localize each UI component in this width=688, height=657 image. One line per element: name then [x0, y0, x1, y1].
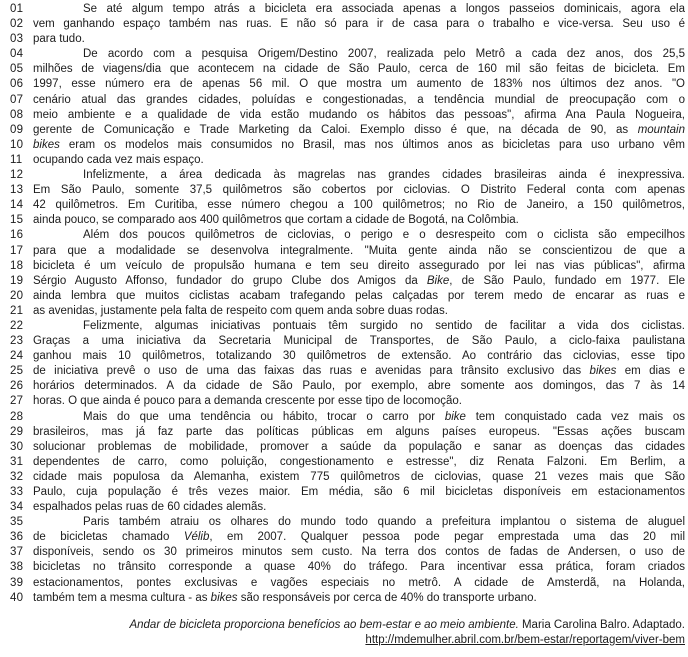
text-line [0, 123, 688, 138]
text-line [0, 213, 688, 228]
text-line [0, 425, 688, 440]
line-number: 14 [10, 199, 24, 212]
line-number: 39 [10, 576, 24, 589]
text-segment: milhões de viagens/dia que acontecem na cidade de São Paulo, cerca de 160 mil são feitas de bicicleta. Em [33, 63, 685, 76]
text-segment: , em 2007. Qualquer pessoa pode pegar emprestada uma das 20 mil [209, 531, 685, 544]
text-segment: ainda pouco, se comparado aos 400 quilômetros que cortam a cidade de Bogotá, na Colômbia. [33, 214, 519, 227]
line-text [33, 289, 685, 304]
text-line [0, 108, 688, 123]
line-number: 06 [10, 78, 24, 91]
text-segment: De acordo com a pesquisa Origem/Destino 2007, realizada pelo Metrô a cada dez anos, dos 25,5 [83, 48, 685, 61]
line-number: 08 [10, 108, 24, 121]
line-text [33, 500, 685, 515]
line-text [33, 425, 685, 440]
line-text [33, 32, 685, 47]
line-text [33, 47, 685, 62]
line-text [33, 198, 685, 213]
text-segment: Paris também atraiu os olhares do mundo todo quando a prefeitura implantou o sistema de aluguel [83, 516, 685, 529]
line-text [33, 560, 685, 575]
line-number: 13 [10, 184, 24, 197]
text-segment: Graças a uma iniciativa da Secretaria Municipal de Transportes, de São Paulo, a ciclo-faixa paulistana [33, 335, 685, 348]
text-line [0, 591, 688, 606]
text-line [0, 560, 688, 575]
text-line [0, 515, 688, 530]
text-segment: espalhados pelas ruas de 60 cidades alemãs. [33, 501, 267, 514]
text-segment: disponíveis, sendo os 30 primeiros minutos sem custo. Na terra dos contos de fadas de Andersen, o uso de [33, 546, 685, 559]
text-line [0, 93, 688, 108]
line-text [33, 138, 685, 153]
line-text [33, 183, 685, 198]
line-number: 19 [10, 274, 24, 287]
line-text [33, 304, 685, 319]
line-number: 09 [10, 123, 24, 136]
line-number: 07 [10, 93, 24, 106]
text-line [0, 32, 688, 47]
line-text [33, 440, 685, 455]
italic-text-segment: bikes [210, 591, 238, 604]
line-number: 25 [10, 365, 24, 378]
text-segment: solucionar problemas de mobilidade, promover a saúde da população e sanar as doenças das cidades [33, 440, 685, 453]
line-number: 34 [10, 501, 24, 514]
italic-text-segment: bikes [589, 365, 617, 378]
text-segment: de bicicletas chamado [33, 531, 184, 544]
line-text [33, 394, 685, 409]
line-text [33, 213, 685, 228]
line-number: 17 [10, 244, 24, 257]
text-line [0, 62, 688, 77]
text-line [0, 319, 688, 334]
line-number: 40 [10, 591, 24, 604]
source-citation [0, 618, 685, 633]
text-line [0, 410, 688, 425]
line-number: 22 [10, 319, 24, 332]
line-text [33, 123, 685, 138]
text-line [0, 364, 688, 379]
italic-text-segment: Bike [426, 274, 450, 287]
line-number: 01 [10, 3, 24, 15]
text-segment: 42 quilômetros. Em Curitiba, esse número chegou a 100 quilômetros; no Rio de Janeiro, a 150 quilômetros, [33, 199, 685, 212]
line-text [33, 228, 685, 243]
text-line [0, 304, 688, 319]
document-footer [0, 618, 685, 648]
text-segment: horas. O que ainda é pouco para a demanda crescente por esse tipo de locomoção. [33, 395, 462, 408]
text-segment: Paulo, cuja população é três vezes maior. Em média, são 6 mil bicicletas disponíveis em estacionamentos [33, 486, 685, 498]
text-line [0, 244, 688, 259]
text-segment: , de São Paulo, fundado em 1977. Ele [449, 274, 685, 287]
text-line [0, 455, 688, 470]
text-line [0, 153, 688, 168]
line-text [33, 108, 685, 123]
text-segment: de iniciativa prevê o uso de uma das faixas das ruas e avenidas para trânsito exclusivo das [33, 365, 590, 378]
text-line [0, 183, 688, 198]
italic-text-segment: Vélib [183, 531, 210, 544]
line-text [33, 591, 685, 606]
line-number: 05 [10, 63, 24, 76]
line-number: 20 [10, 289, 24, 302]
text-line [0, 470, 688, 485]
text-line [0, 274, 688, 289]
line-number: 21 [10, 304, 24, 317]
line-number: 27 [10, 395, 24, 408]
text-segment: bicicleta é um veículo de propulsão humana e tem seu direito assegurado por lei nas vias públicas", afirma [33, 259, 685, 272]
line-text [33, 515, 685, 530]
line-number: 10 [10, 138, 24, 151]
text-segment: em dias e [616, 365, 685, 378]
line-text [33, 17, 685, 32]
line-number: 28 [10, 410, 24, 423]
text-segment: Além dos poucos quilômetros de ciclovias, o perigo e o desrespeito com o ciclista são empecilhos [83, 229, 685, 242]
source-link[interactable]: http://mdemulher.abril.com.br/bem-estar/reportagem/viver-bem [365, 633, 685, 646]
text-segment: para tudo. [33, 33, 85, 46]
italic-text-segment: bikes [33, 138, 60, 151]
line-number: 37 [10, 546, 24, 559]
text-line [0, 198, 688, 213]
text-segment: Se até algum tempo atrás a bicicleta era associada apenas a longos passeios dominicais, agora ela [83, 3, 685, 15]
text-lines-container [0, 2, 688, 606]
text-segment: ainda lembra que muitos ciclistas acabam trafegando pelas calçadas por terem medo de encarar as ruas e [33, 289, 685, 302]
text-segment: tem conquistado cada vez mais os [465, 410, 685, 423]
source-link-row [0, 633, 685, 648]
line-number: 26 [10, 380, 24, 393]
text-segment: vem ganhando espaço também nas ruas. E não só para ir de casa para o trabalho e vice-versa. Seu uso é [33, 18, 685, 31]
text-line [0, 289, 688, 304]
italic-text-segment: mountain [637, 123, 685, 136]
text-line [0, 168, 688, 183]
text-segment: Em São Paulo, somente 37,5 quilômetros são cobertos por ciclovias. O Distrito Federal conta com apenas [33, 184, 685, 197]
text-line [0, 545, 688, 560]
text-segment: bicicletas no trânsito corresponde a quase 40% do tráfego. Para incentivar essa prática, foram criados [33, 561, 685, 574]
line-text [33, 379, 685, 394]
text-segment: são responsáveis por cerca de 40% do transporte urbano. [237, 591, 537, 604]
text-segment: dependentes de carro, como poluição, congestionamento e estresse", diz Renata Falzoni. Em Berlim, a [33, 455, 685, 468]
text-line [0, 500, 688, 515]
text-segment: cenário atual das grandes cidades, poluídas e congestionadas, a tendência mundial de preocupação com o [33, 93, 685, 106]
line-text [33, 2, 685, 17]
line-text [33, 319, 685, 334]
text-segment: brasileiros, mas já faz parte das políticas públicas em alguns países europeus. "Essas ações buscam [33, 425, 685, 438]
line-number: 15 [10, 214, 24, 227]
text-line [0, 440, 688, 455]
source-citation-author: Maria Carolina Balro. Adaptado. [518, 618, 685, 631]
line-number: 32 [10, 470, 24, 483]
line-number: 33 [10, 486, 24, 498]
line-text [33, 470, 685, 485]
line-number: 24 [10, 350, 24, 363]
line-text [33, 93, 685, 108]
text-segment: meio ambiente e a qualidade de vida estão mudando os hábitos das pessoas", afirma Ana Paula Nogueira, [33, 108, 685, 121]
text-line [0, 77, 688, 92]
line-number: 36 [10, 531, 24, 544]
text-line [0, 576, 688, 591]
line-number: 04 [10, 48, 24, 61]
text-line [0, 379, 688, 394]
line-text [33, 334, 685, 349]
text-segment: também tem a mesma cultura - as [33, 591, 211, 604]
text-segment: horários determinados. A da cidade de São Paulo, por exemplo, abre somente aos domingos, das 7 às 14 [33, 380, 685, 393]
text-line [0, 228, 688, 243]
text-line [0, 17, 688, 32]
line-number: 03 [10, 33, 24, 46]
line-text [33, 274, 685, 289]
text-segment: ganhou mais 10 quilômetros, totalizando 30 quilômetros de extensão. Ao contrário das ciclovias, esse tipo [33, 350, 685, 363]
line-text [33, 153, 685, 168]
line-number: 11 [10, 153, 23, 166]
line-number: 16 [10, 229, 24, 242]
italic-text-segment: bike [444, 410, 466, 423]
line-text [33, 62, 685, 77]
text-segment: Sérgio Augusto Affonso, fundador do grupo Clube dos Amigos da [33, 274, 427, 287]
source-citation-title: Andar de bicicleta proporciona benefícios ao bem-estar e ao meio ambiente. [129, 618, 519, 631]
line-text [33, 485, 685, 500]
line-text [33, 364, 685, 379]
text-segment: Mais do que uma tendência ou hábito, trocar o carro por [83, 410, 445, 423]
line-number: 29 [10, 425, 24, 438]
line-number: 35 [10, 516, 24, 529]
text-line [0, 394, 688, 409]
text-segment: as avenidas, justamente pela falta de respeito com quem anda sobre duas rodas. [33, 304, 448, 317]
text-line [0, 47, 688, 62]
text-segment: cidade mais populosa da Alemanha, existem 775 quilômetros de ciclovias, quase 21 vezes mais que São [33, 470, 685, 483]
text-segment: 1997, esse número era de apenas 56 mil. O que mostra um aumento de 183% nos últimos dez anos. "O [33, 78, 685, 91]
line-number: 18 [10, 259, 24, 272]
text-line [0, 334, 688, 349]
line-text [33, 349, 685, 364]
line-text [33, 77, 685, 92]
line-text [33, 545, 685, 560]
text-segment: gerente de Comunicação e Trade Marketing da Caloi. Exemplo disso é que, na década de 90, as [33, 123, 638, 136]
text-segment: ocupando cada vez mais espaço. [33, 153, 204, 166]
line-text [33, 576, 685, 591]
text-segment: para que a modalidade se desenvolva integralmente. "Muita gente ainda não se conscientizou de que a [33, 244, 685, 257]
text-line [0, 349, 688, 364]
line-text [33, 455, 685, 470]
text-line [0, 259, 688, 274]
line-number: 23 [10, 335, 24, 348]
text-segment: Infelizmente, a área dedicada às magrelas nas grandes cidades brasileiras ainda é inexpressiva. [83, 169, 685, 182]
line-text [33, 244, 685, 259]
text-line [0, 485, 688, 500]
line-text [33, 410, 685, 425]
text-line [0, 138, 688, 153]
text-segment: estacionamentos, pontes exclusivas e vagões especiais no metrô. A cidade de Amsterdã, na Holanda, [33, 576, 685, 589]
line-number: 38 [10, 561, 24, 574]
line-number: 12 [10, 169, 24, 182]
text-line [0, 2, 688, 17]
line-text [33, 168, 685, 183]
text-line [0, 530, 688, 545]
line-number: 02 [10, 18, 24, 31]
line-number: 30 [10, 440, 24, 453]
text-segment: eram os modelos mais consumidos no Brasil, mas nos últimos anos as bicicletas para uso urbano vêm [59, 138, 685, 151]
line-text [33, 530, 685, 545]
line-text [33, 259, 685, 274]
text-segment: Felizmente, algumas iniciativas pontuais têm surgido no sentido de facilitar a vida dos ciclistas. [83, 319, 685, 332]
line-number: 31 [10, 455, 24, 468]
